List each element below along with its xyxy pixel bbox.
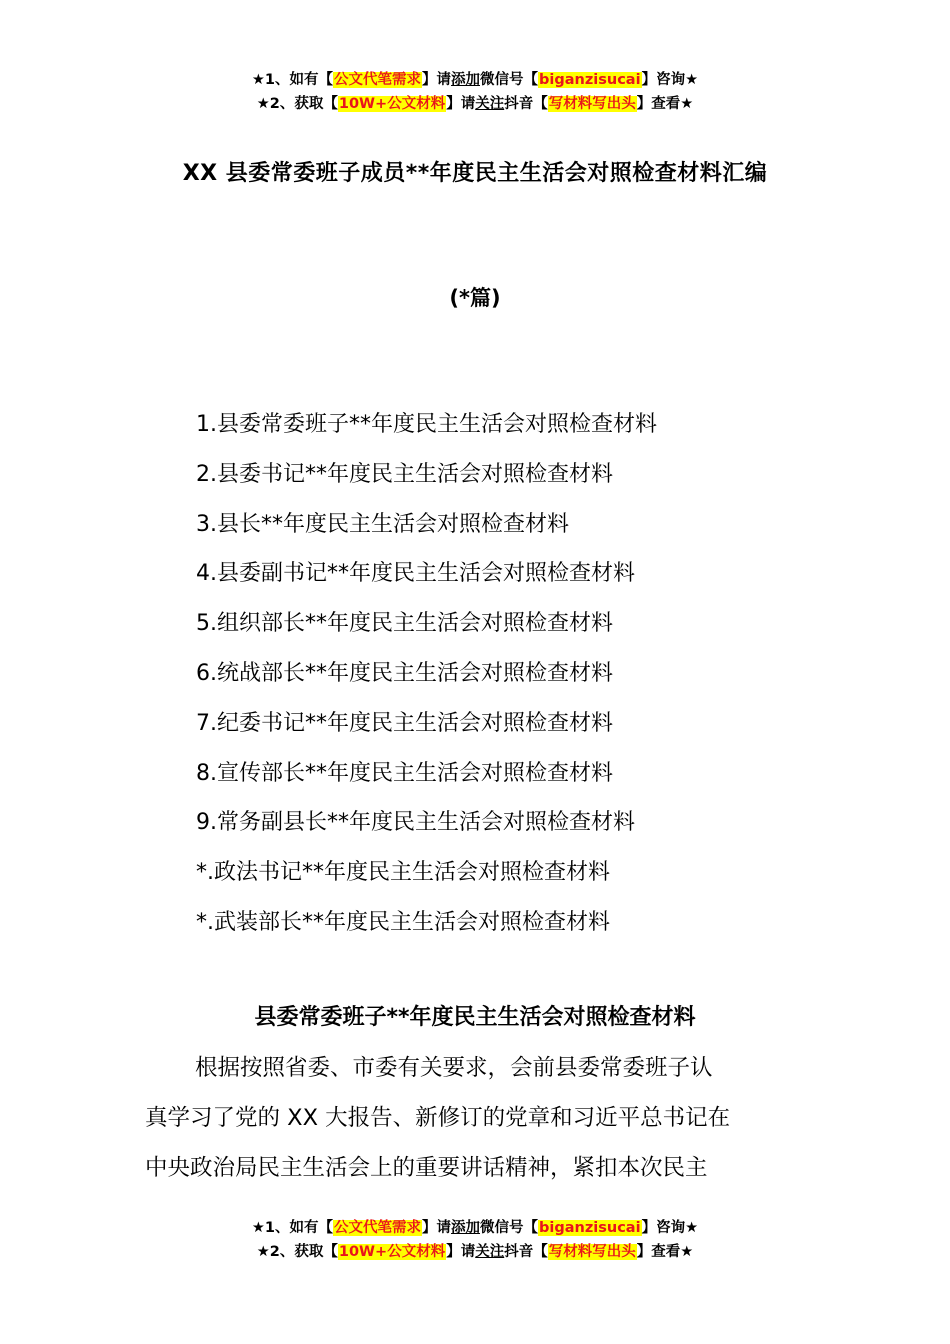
banner-text: 】请 <box>422 1220 452 1236</box>
toc-item: 8.宣传部长**年度民主生活会对照检查材料 <box>196 760 613 786</box>
highlight-wechat-id: biganzisucai <box>539 1220 641 1236</box>
banner-text: 抖音【 <box>504 96 548 112</box>
toc-item: 4.县委副书记**年度民主生活会对照检查材料 <box>196 561 635 587</box>
document-count: (*篇) <box>449 286 501 310</box>
highlight-materials: 10W+公文材料 <box>338 1244 446 1260</box>
banner-text: 微信号【 <box>480 1220 539 1236</box>
document-title: XX 县委常委班子成员**年度民主生活会对照检查材料汇编 <box>182 161 768 186</box>
highlight-materials: 10W+公文材料 <box>338 96 446 112</box>
banner-text: 】咨询★ <box>641 1220 699 1236</box>
banner-text: 】查看★ <box>636 1244 694 1260</box>
banner-text: 抖音【 <box>504 1244 548 1260</box>
toc-item: 2.县委书记**年度民主生活会对照检查材料 <box>196 461 613 487</box>
banner-text: ★2、获取【 <box>256 96 338 112</box>
banner-underlined-text: 添加 <box>451 72 481 88</box>
toc-item: *.政法书记**年度民主生活会对照检查材料 <box>196 860 610 886</box>
banner-underlined-text: 关注 <box>475 1244 505 1260</box>
footer-banner <box>0 1216 950 1264</box>
banner-underlined-text: 添加 <box>451 1220 481 1236</box>
section-heading: 县委常委班子**年度民主生活会对照检查材料 <box>254 1005 696 1030</box>
toc-item: 6.统战部长**年度民主生活会对照检查材料 <box>196 660 613 686</box>
banner-line-2 <box>0 1240 950 1264</box>
body-paragraph <box>145 1043 807 1193</box>
banner-text: ★2、获取【 <box>256 1244 338 1260</box>
banner-text: 】查看★ <box>636 96 694 112</box>
toc-item: *.武装部长**年度民主生活会对照检查材料 <box>196 909 610 935</box>
banner-line-1 <box>0 68 950 92</box>
toc-item: 9.常务副县长**年度民主生活会对照检查材料 <box>196 810 635 836</box>
body-line: 中央政治局民主生活会上的重要讲话精神，紧扣本次民主 <box>145 1155 708 1181</box>
banner-text: 微信号【 <box>480 72 539 88</box>
body-line: 根据按照省委、市委有关要求，会前县委常委班子认 <box>195 1055 713 1081</box>
toc-item: 7.纪委书记**年度民主生活会对照检查材料 <box>196 710 613 736</box>
banner-text: ★1、如有【 <box>251 1220 334 1236</box>
banner-text: 】请 <box>446 96 476 112</box>
toc-item: 3.县长**年度民主生活会对照检查材料 <box>196 511 569 537</box>
banner-line-2 <box>0 92 950 116</box>
banner-line-1 <box>0 1216 950 1240</box>
banner-text: 】咨询★ <box>641 72 699 88</box>
toc-item: 5.组织部长**年度民主生活会对照检查材料 <box>196 611 613 637</box>
table-of-contents <box>196 400 657 948</box>
banner-text: 】请 <box>446 1244 476 1260</box>
highlight-writing-service: 公文代笔需求 <box>334 72 422 88</box>
highlight-douyin-account: 写材料写出头 <box>548 1244 636 1260</box>
highlight-wechat-id: biganzisucai <box>539 72 641 88</box>
body-line: 真学习了党的 XX 大报告、新修订的党章和习近平总书记在 <box>145 1105 731 1131</box>
highlight-writing-service: 公文代笔需求 <box>334 1220 422 1236</box>
highlight-douyin-account: 写材料写出头 <box>548 96 636 112</box>
toc-item: 1.县委常委班子**年度民主生活会对照检查材料 <box>196 412 657 437</box>
header-banner <box>0 68 950 116</box>
banner-text: ★1、如有【 <box>251 72 334 88</box>
banner-text: 】请 <box>422 72 452 88</box>
banner-underlined-text: 关注 <box>475 96 505 112</box>
